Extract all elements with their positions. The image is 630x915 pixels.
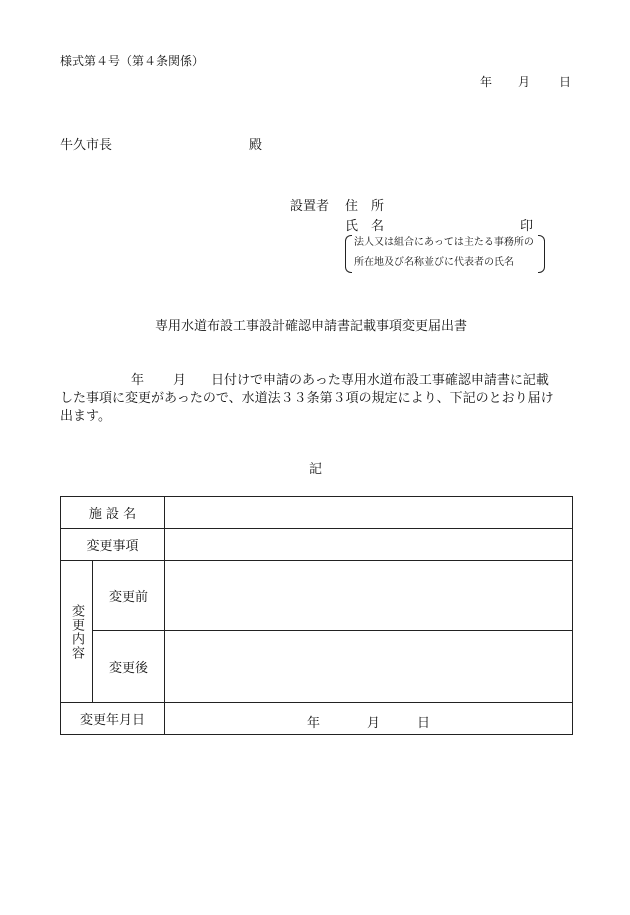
after-label: 変更後 [93,631,165,703]
addressee-name: 牛久市長 [60,138,113,153]
facility-name-row [61,497,573,529]
applicant-note [345,233,545,273]
change-item-label: 変更事項 [61,529,165,561]
change-date-month: 月 [367,716,381,731]
addressee-honorific: 殿 [249,138,263,153]
bracket-right [538,235,545,273]
document-title: 専用水道布設工事設計確認申請書記載事項変更届出書 [155,319,468,334]
change-date-day: 日 [417,716,431,731]
date-month-label: 月 [518,75,531,89]
applicant-name-label: 氏 名 [345,219,385,234]
before-field[interactable] [165,561,573,631]
change-content-cell [61,561,93,703]
change-after-row [61,631,573,703]
before-label: 変更前 [93,561,165,631]
body-line1-text: 日付けで申請のあった専用水道布設工事確認申請書に記載 [211,373,549,388]
form-number: 様式第４号（第４条関係） [60,54,205,68]
change-item-row [61,529,573,561]
body-line-2: した事項に変更があったので、水道法３３条第３項の規定により、下記のとおり届け [60,391,554,406]
after-field[interactable] [165,631,573,703]
change-date-label: 変更年月日 [61,703,165,735]
applicant-note-line2: 所在地及び名称並びに代表者の氏名 [354,257,514,268]
applicant-address-label: 住 所 [345,199,385,214]
date-day-label: 日 [559,75,572,89]
seal-label: 印 [520,219,534,234]
body-paragraph [60,372,580,426]
body-month: 月 [173,373,187,388]
body-year: 年 [131,373,145,388]
change-date-year: 年 [307,716,321,731]
date-year-label: 年 [480,75,493,89]
change-details-table [60,496,573,735]
facility-name-field[interactable] [165,497,573,529]
applicant-role-label: 設置者 [290,199,330,214]
change-item-field[interactable] [165,529,573,561]
change-date-row [61,703,573,735]
ki-label: 記 [309,462,323,477]
change-content-label: 変更内容 [69,603,84,660]
bracket-left [345,235,352,273]
applicant-note-line1: 法人又は組合にあっては主たる事務所の [354,237,534,248]
change-date-field[interactable] [165,703,573,735]
facility-name-label: 施 設 名 [61,497,165,529]
body-line-3: 出ます。 [60,409,111,424]
body-line-1 [60,372,580,390]
change-before-row [61,561,573,631]
